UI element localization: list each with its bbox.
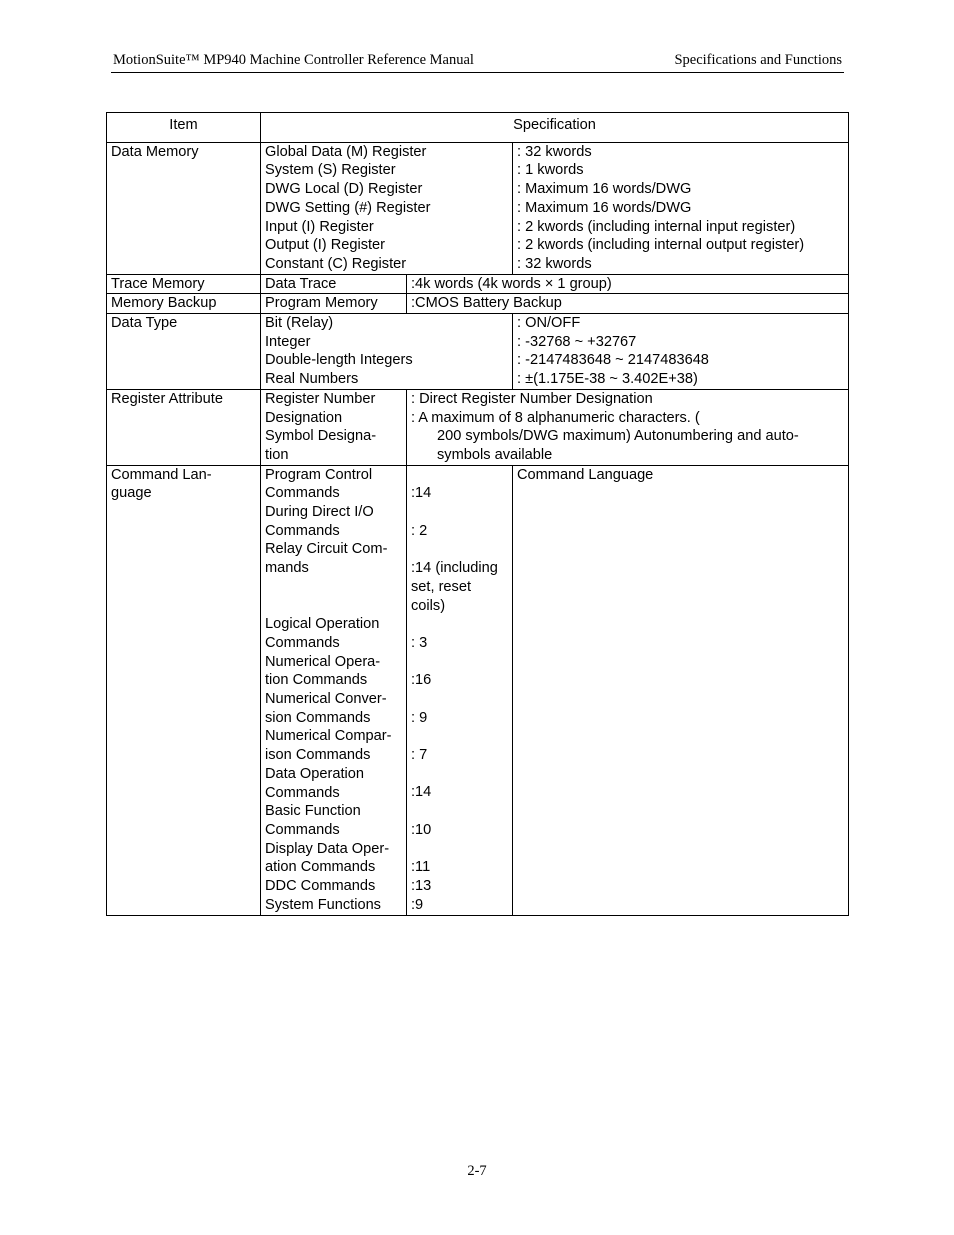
attribute-name: Designation — [265, 409, 343, 426]
command-name: Relay Circuit Com- — [265, 541, 388, 558]
item-cell: Data Type — [107, 314, 261, 390]
attribute-value: symbols available — [437, 446, 553, 463]
command-counts — [407, 465, 513, 915]
command-count: : 3 — [411, 634, 428, 651]
register-value: : 32 kwords — [517, 255, 592, 272]
command-name: Commands — [265, 784, 340, 801]
register-name: DWG Setting (#) Register — [265, 199, 431, 216]
command-name: mands — [265, 560, 309, 577]
row-data-memory — [107, 142, 849, 274]
command-name: System Functions — [265, 896, 381, 913]
command-name: sion Commands — [265, 709, 371, 726]
attribute-value: 200 symbols/DWG maximum) Autonumbering and auto- — [437, 428, 799, 445]
page-number: 2-7 — [467, 1163, 487, 1179]
attribute-value: : Direct Register Number Designation — [411, 390, 653, 407]
item-cell: Register Attribute — [107, 389, 261, 465]
type-name: Bit (Relay) — [265, 315, 334, 332]
item-label: guage — [111, 485, 152, 502]
command-count: :14 — [411, 485, 432, 502]
register-name: Output (I) Register — [265, 237, 386, 254]
type-value: : ±(1.175E-38 ~ 3.402E+38) — [517, 371, 698, 388]
command-count: :10 — [411, 821, 432, 838]
attribute-value: : A maximum of 8 alphanumeric characters. ( — [411, 409, 700, 426]
register-value: : 2 kwords (including internal input register) — [517, 218, 796, 235]
item-label: Command Lan- — [111, 466, 212, 483]
item-cell: Memory Backup — [107, 294, 261, 314]
command-count: :14 — [411, 784, 432, 801]
command-name: Numerical Opera- — [265, 653, 381, 670]
row-trace-memory — [107, 274, 849, 294]
register-name: Constant (C) Register — [265, 255, 407, 272]
name-cell: Program Memory — [261, 294, 407, 314]
item-cell — [107, 465, 261, 915]
command-name: tion Commands — [265, 672, 368, 689]
command-name: ation Commands — [265, 859, 376, 876]
type-value: : -32768 ~ +32767 — [517, 333, 637, 350]
row-data-type — [107, 314, 849, 390]
command-name: Program Control — [265, 466, 373, 483]
command-name: Data Operation — [265, 765, 364, 782]
command-name: Commands — [265, 821, 340, 838]
register-value: : 2 kwords (including internal output register) — [517, 237, 805, 254]
command-name: Commands — [265, 634, 340, 651]
value-cell: :CMOS Battery Backup — [407, 294, 849, 314]
command-count: :9 — [411, 896, 424, 913]
command-name: Numerical Compar- — [265, 728, 392, 745]
header-specification: Specification — [261, 113, 849, 143]
item-cell: Data Memory — [107, 142, 261, 274]
register-name: System (S) Register — [265, 162, 396, 179]
page-header — [111, 52, 844, 73]
command-count: :16 — [411, 672, 432, 689]
command-language-label: Command Language — [513, 465, 849, 915]
section-title: Specifications and Functions — [674, 52, 842, 68]
register-name: DWG Local (D) Register — [265, 181, 423, 198]
command-name: Display Data Oper- — [265, 840, 390, 857]
command-name: DDC Commands — [265, 878, 376, 895]
attribute-name: Register Number — [265, 390, 376, 407]
command-names — [261, 465, 407, 915]
register-names — [261, 142, 513, 274]
command-name: ison Commands — [265, 747, 371, 764]
command-name: During Direct I/O — [265, 504, 374, 521]
type-value: : ON/OFF — [517, 315, 581, 332]
row-command-language — [107, 465, 849, 915]
command-name: Commands — [265, 522, 340, 539]
header-item: Item — [107, 113, 261, 143]
register-value: : 1 kwords — [517, 162, 584, 179]
table-header-row — [107, 113, 849, 143]
specification-table — [106, 112, 849, 916]
command-name: Logical Operation — [265, 616, 380, 633]
attribute-name: Symbol Designa- — [265, 428, 377, 445]
attribute-name: tion — [265, 446, 289, 463]
command-count: : 9 — [411, 709, 428, 726]
command-count: : 7 — [411, 747, 428, 764]
command-count: :11 — [411, 859, 431, 876]
command-count: : 2 — [411, 522, 428, 539]
row-register-attribute — [107, 389, 849, 465]
command-count: :13 — [411, 877, 432, 894]
value-cell: :4k words (4k words × 1 group) — [407, 274, 849, 294]
register-value: : Maximum 16 words/DWG — [517, 199, 692, 216]
name-cell: Data Trace — [261, 274, 407, 294]
command-name: Commands — [265, 485, 340, 502]
attribute-names — [261, 389, 407, 465]
manual-title: MotionSuite™ MP940 Machine Controller Reference Manual — [113, 52, 474, 68]
type-name: Integer — [265, 333, 311, 350]
attribute-values — [407, 389, 849, 465]
type-names — [261, 314, 513, 390]
type-value: : -2147483648 ~ 2147483648 — [517, 352, 709, 369]
command-name: Basic Function — [265, 803, 361, 820]
register-value: : Maximum 16 words/DWG — [517, 181, 692, 198]
type-name: Double-length Integers — [265, 352, 413, 369]
command-count: :14 (including set, reset coils) — [411, 560, 498, 614]
type-values — [513, 314, 849, 390]
register-values — [513, 142, 849, 274]
row-memory-backup — [107, 294, 849, 314]
item-cell: Trace Memory — [107, 274, 261, 294]
command-name: Numerical Conver- — [265, 691, 387, 708]
register-name: Global Data (M) Register — [265, 143, 427, 160]
type-name: Real Numbers — [265, 371, 359, 388]
register-value: : 32 kwords — [517, 143, 592, 160]
register-name: Input (I) Register — [265, 218, 374, 235]
